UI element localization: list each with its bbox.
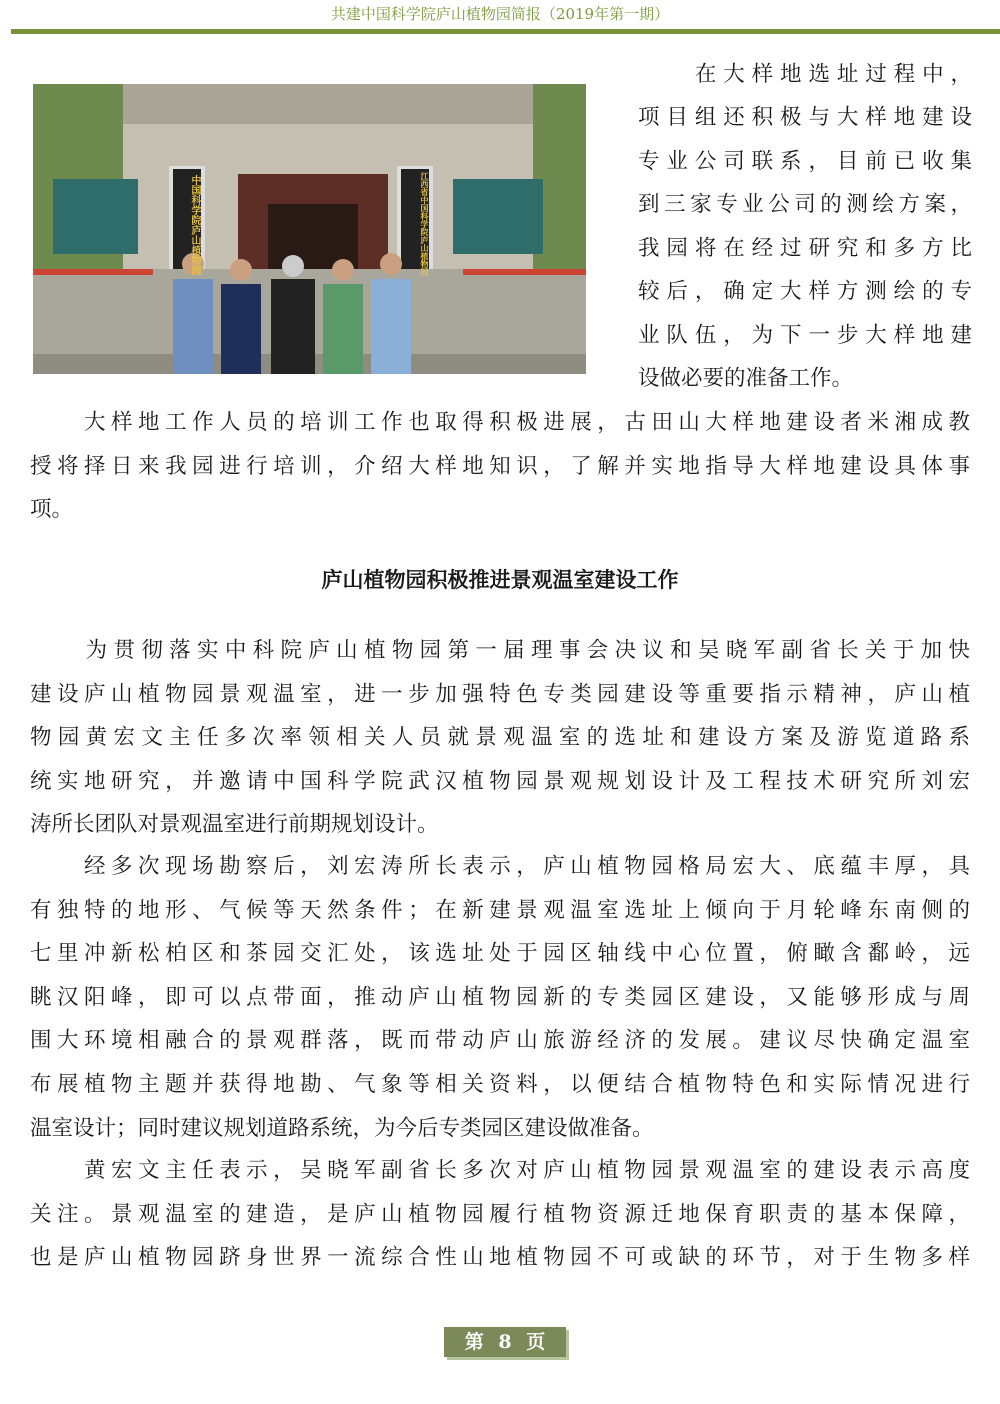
sign-right-text: 江西省中国科学院庐山植物园 — [420, 172, 429, 276]
text-line: 大样地工作人员的培训工作也取得积极进展，古田山大样地建设者米湘成教 — [30, 410, 970, 435]
text-line: 七里冲新松柏区和茶园交汇处，该选址处于园区轴线中心位置，俯瞰含鄱岭，远 — [30, 941, 970, 967]
sign-left-text: 中国科学院庐山植物园 — [189, 175, 200, 275]
text-line: 经多次现场勘察后，刘宏涛所长表示，庐山植物园格局宏大、底蕴丰厚，具 — [30, 854, 970, 879]
text-line: 建设庐山植物园景观温室，进一步加强特色专类园建设等重要指示精神，庐山植 — [30, 681, 970, 707]
text-line: 较后，确定大样方测绘的专 — [638, 279, 972, 304]
text-line: 到三家专业公司的测绘方案， — [638, 192, 972, 217]
text-line: 在大样地选址过程中， — [638, 62, 972, 87]
running-header: 共建中国科学院庐山植物园简报（2019年第一期） — [330, 5, 670, 23]
text-line: 项。 — [30, 497, 74, 523]
text-line: 围大环境相融合的景观群落，既而带动庐山旅游经济的发展。建议尽快确定温室 — [30, 1028, 970, 1054]
text-line: 涛所长团队对景观温室进行前期规划设计。 — [30, 812, 439, 838]
text-line: 温室设计；同时建议规划道路系统，为今后专类园区建设做准备。 — [30, 1115, 654, 1141]
text-line: 关注。景观温室的建造，是庐山植物园履行植物资源迁地保育职责的基本保障， — [30, 1201, 970, 1227]
text-line: 统实地研究，并邀请中国科学院武汉植物园景观规划设计及工程技术研究所刘宏 — [30, 768, 970, 794]
page-number: 第 8 页 — [444, 1327, 566, 1357]
text-line: 黄宏文主任表示，吴晓军副省长多次对庐山植物园景观温室的建设表示高度 — [30, 1158, 970, 1183]
text-line: 物园黄宏文主任多次率领相关人员就景观温室的选址和建设方案及游览道路系 — [30, 725, 970, 751]
text-line: 业队伍，为下一步大样地建 — [638, 323, 972, 348]
group-photo — [33, 84, 586, 374]
header-rule — [11, 29, 1000, 34]
text-line: 专业公司联系，目前已收集 — [638, 149, 972, 174]
text-line: 授将择日来我园进行培训，介绍大样地知识，了解并实地指导大样地建设具体事 — [30, 453, 970, 479]
section-heading: 庐山植物园积极推进景观温室建设工作 — [321, 568, 679, 592]
text-line: 设做必要的准备工作。 — [638, 366, 854, 391]
text-line: 项目组还积极与大样地建设 — [638, 105, 972, 130]
text-line: 为贯彻落实中科院庐山植物园第一届理事会决议和吴晓军副省长关于加快 — [30, 638, 970, 663]
text-line: 也是庐山植物园跻身世界一流综合性山地植物园不可或缺的环节，对于生物多样 — [30, 1245, 970, 1271]
text-line: 眺汉阳峰，即可以点带面，推动庐山植物园新的专类园区建设，又能够形成与周 — [30, 984, 970, 1010]
text-line: 我园将在经过研究和多方比 — [638, 236, 972, 261]
text-line: 有独特的地形、气候等天然条件；在新建景观温室选址上倾向于月轮峰东南侧的 — [30, 897, 970, 923]
text-line: 布展植物主题并获得地勘、气象等相关资料，以便结合植物特色和实际情况进行 — [30, 1072, 970, 1097]
